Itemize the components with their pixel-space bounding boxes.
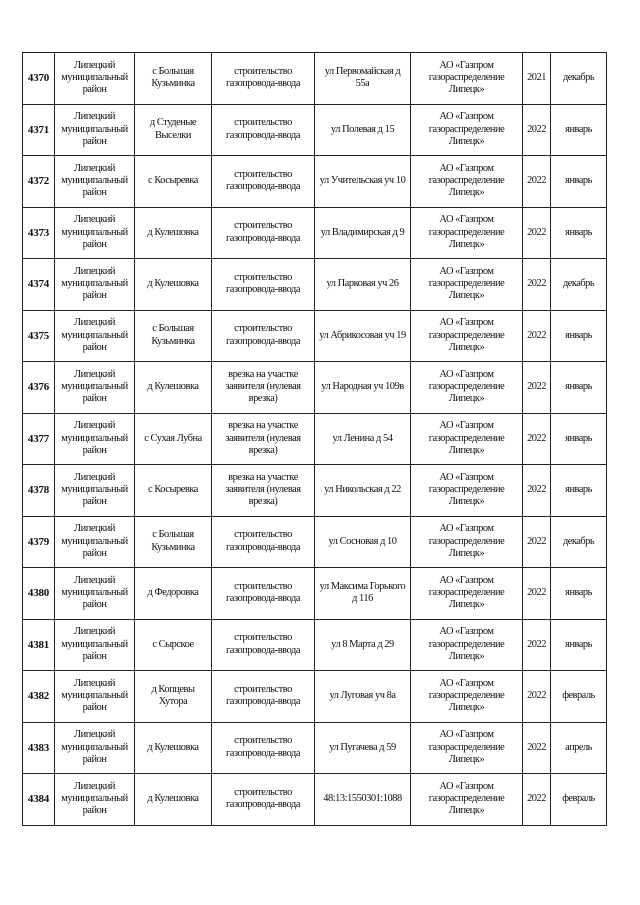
work-type-cell: строительство газопровода-ввода xyxy=(212,774,315,826)
document-page xyxy=(22,52,606,826)
organization-cell: АО «Газпром газораспределение Липецк» xyxy=(411,207,523,259)
district-cell: Липецкий муниципальный район xyxy=(55,362,135,414)
year-cell: 2022 xyxy=(523,207,551,259)
year-cell: 2022 xyxy=(523,619,551,671)
row-number: 4373 xyxy=(23,207,55,259)
table-row xyxy=(23,104,607,156)
row-number: 4384 xyxy=(23,774,55,826)
work-type-cell: строительство газопровода-ввода xyxy=(212,310,315,362)
organization-cell: АО «Газпром газораспределение Липецк» xyxy=(411,568,523,620)
year-cell: 2021 xyxy=(523,53,551,105)
district-cell: Липецкий муниципальный район xyxy=(55,722,135,774)
table-row xyxy=(23,619,607,671)
district-cell: Липецкий муниципальный район xyxy=(55,568,135,620)
address-cell: ул Парковая уч 26 xyxy=(315,259,411,311)
month-cell: декабрь xyxy=(551,516,607,568)
table-row xyxy=(23,722,607,774)
month-cell: январь xyxy=(551,156,607,208)
row-number: 4383 xyxy=(23,722,55,774)
work-type-cell: врезка на участке заявителя (нулевая врезка) xyxy=(212,413,315,465)
work-type-cell: строительство газопровода-ввода xyxy=(212,207,315,259)
organization-cell: АО «Газпром газораспределение Липецк» xyxy=(411,259,523,311)
row-number: 4380 xyxy=(23,568,55,620)
row-number: 4376 xyxy=(23,362,55,414)
month-cell: январь xyxy=(551,104,607,156)
row-number: 4377 xyxy=(23,413,55,465)
connections-table xyxy=(22,52,607,826)
work-type-cell: строительство газопровода-ввода xyxy=(212,156,315,208)
locality-cell: с Большая Кузьминка xyxy=(135,516,212,568)
locality-cell: с Сырское xyxy=(135,619,212,671)
month-cell: декабрь xyxy=(551,53,607,105)
table-row xyxy=(23,259,607,311)
work-type-cell: строительство газопровода-ввода xyxy=(212,619,315,671)
district-cell: Липецкий муниципальный район xyxy=(55,465,135,517)
year-cell: 2022 xyxy=(523,568,551,620)
organization-cell: АО «Газпром газораспределение Липецк» xyxy=(411,774,523,826)
table-row xyxy=(23,310,607,362)
table-row xyxy=(23,53,607,105)
work-type-cell: врезка на участке заявителя (нулевая врезка) xyxy=(212,465,315,517)
month-cell: январь xyxy=(551,568,607,620)
row-number: 4370 xyxy=(23,53,55,105)
locality-cell: с Косыревка xyxy=(135,156,212,208)
locality-cell: д Кулешовка xyxy=(135,207,212,259)
address-cell: ул Максима Горького д 116 xyxy=(315,568,411,620)
year-cell: 2022 xyxy=(523,465,551,517)
table-row xyxy=(23,156,607,208)
address-cell: ул Абрикосовая уч 19 xyxy=(315,310,411,362)
organization-cell: АО «Газпром газораспределение Липецк» xyxy=(411,156,523,208)
district-cell: Липецкий муниципальный район xyxy=(55,516,135,568)
year-cell: 2022 xyxy=(523,259,551,311)
organization-cell: АО «Газпром газораспределение Липецк» xyxy=(411,619,523,671)
row-number: 4382 xyxy=(23,671,55,723)
district-cell: Липецкий муниципальный район xyxy=(55,619,135,671)
table-row xyxy=(23,516,607,568)
row-number: 4371 xyxy=(23,104,55,156)
row-number: 4381 xyxy=(23,619,55,671)
table-row xyxy=(23,671,607,723)
work-type-cell: строительство газопровода-ввода xyxy=(212,259,315,311)
address-cell: ул Народная уч 109в xyxy=(315,362,411,414)
work-type-cell: строительство газопровода-ввода xyxy=(212,568,315,620)
month-cell: январь xyxy=(551,413,607,465)
address-cell: ул Ленина д 54 xyxy=(315,413,411,465)
district-cell: Липецкий муниципальный район xyxy=(55,207,135,259)
organization-cell: АО «Газпром газораспределение Липецк» xyxy=(411,413,523,465)
year-cell: 2022 xyxy=(523,413,551,465)
month-cell: январь xyxy=(551,310,607,362)
address-cell: ул Луговая уч 8а xyxy=(315,671,411,723)
address-cell: ул Полевая д 15 xyxy=(315,104,411,156)
district-cell: Липецкий муниципальный район xyxy=(55,671,135,723)
table-row xyxy=(23,413,607,465)
row-number: 4374 xyxy=(23,259,55,311)
locality-cell: с Сухая Лубна xyxy=(135,413,212,465)
organization-cell: АО «Газпром газораспределение Липецк» xyxy=(411,104,523,156)
organization-cell: АО «Газпром газораспределение Липецк» xyxy=(411,362,523,414)
locality-cell: с Косыревка xyxy=(135,465,212,517)
address-cell: ул Никольская д 22 xyxy=(315,465,411,517)
year-cell: 2022 xyxy=(523,362,551,414)
locality-cell: д Кулешовка xyxy=(135,722,212,774)
month-cell: январь xyxy=(551,362,607,414)
organization-cell: АО «Газпром газораспределение Липецк» xyxy=(411,722,523,774)
locality-cell: д Копцевы Хутора xyxy=(135,671,212,723)
address-cell: ул 8 Марта д 29 xyxy=(315,619,411,671)
address-cell: ул Сосновая д 10 xyxy=(315,516,411,568)
year-cell: 2022 xyxy=(523,722,551,774)
district-cell: Липецкий муниципальный район xyxy=(55,259,135,311)
district-cell: Липецкий муниципальный район xyxy=(55,104,135,156)
locality-cell: д Федоровка xyxy=(135,568,212,620)
table-body xyxy=(23,53,607,826)
month-cell: январь xyxy=(551,465,607,517)
address-cell: 48:13:1550301:1088 xyxy=(315,774,411,826)
district-cell: Липецкий муниципальный район xyxy=(55,774,135,826)
table-row xyxy=(23,568,607,620)
year-cell: 2022 xyxy=(523,156,551,208)
address-cell: ул Учительская уч 10 xyxy=(315,156,411,208)
work-type-cell: строительство газопровода-ввода xyxy=(212,53,315,105)
locality-cell: с Большая Кузьминка xyxy=(135,310,212,362)
locality-cell: с Большая Кузьминка xyxy=(135,53,212,105)
year-cell: 2022 xyxy=(523,671,551,723)
district-cell: Липецкий муниципальный район xyxy=(55,310,135,362)
year-cell: 2022 xyxy=(523,310,551,362)
year-cell: 2022 xyxy=(523,104,551,156)
row-number: 4375 xyxy=(23,310,55,362)
row-number: 4378 xyxy=(23,465,55,517)
organization-cell: АО «Газпром газораспределение Липецк» xyxy=(411,310,523,362)
organization-cell: АО «Газпром газораспределение Липецк» xyxy=(411,516,523,568)
row-number: 4372 xyxy=(23,156,55,208)
month-cell: январь xyxy=(551,619,607,671)
work-type-cell: строительство газопровода-ввода xyxy=(212,516,315,568)
work-type-cell: врезка на участке заявителя (нулевая врезка) xyxy=(212,362,315,414)
month-cell: январь xyxy=(551,207,607,259)
locality-cell: д Студеные Выселки xyxy=(135,104,212,156)
organization-cell: АО «Газпром газораспределение Липецк» xyxy=(411,53,523,105)
table-row xyxy=(23,465,607,517)
district-cell: Липецкий муниципальный район xyxy=(55,156,135,208)
table-row xyxy=(23,362,607,414)
work-type-cell: строительство газопровода-ввода xyxy=(212,104,315,156)
year-cell: 2022 xyxy=(523,774,551,826)
address-cell: ул Пугачева д 59 xyxy=(315,722,411,774)
locality-cell: д Кулешовка xyxy=(135,362,212,414)
locality-cell: д Кулешовка xyxy=(135,259,212,311)
month-cell: февраль xyxy=(551,671,607,723)
month-cell: апрель xyxy=(551,722,607,774)
table-row xyxy=(23,207,607,259)
address-cell: ул Первомайская д 55а xyxy=(315,53,411,105)
district-cell: Липецкий муниципальный район xyxy=(55,53,135,105)
address-cell: ул Владимирская д 9 xyxy=(315,207,411,259)
year-cell: 2022 xyxy=(523,516,551,568)
month-cell: декабрь xyxy=(551,259,607,311)
organization-cell: АО «Газпром газораспределение Липецк» xyxy=(411,465,523,517)
row-number: 4379 xyxy=(23,516,55,568)
work-type-cell: строительство газопровода-ввода xyxy=(212,671,315,723)
table-row xyxy=(23,774,607,826)
work-type-cell: строительство газопровода-ввода xyxy=(212,722,315,774)
month-cell: февраль xyxy=(551,774,607,826)
locality-cell: д Кулешовка xyxy=(135,774,212,826)
district-cell: Липецкий муниципальный район xyxy=(55,413,135,465)
organization-cell: АО «Газпром газораспределение Липецк» xyxy=(411,671,523,723)
